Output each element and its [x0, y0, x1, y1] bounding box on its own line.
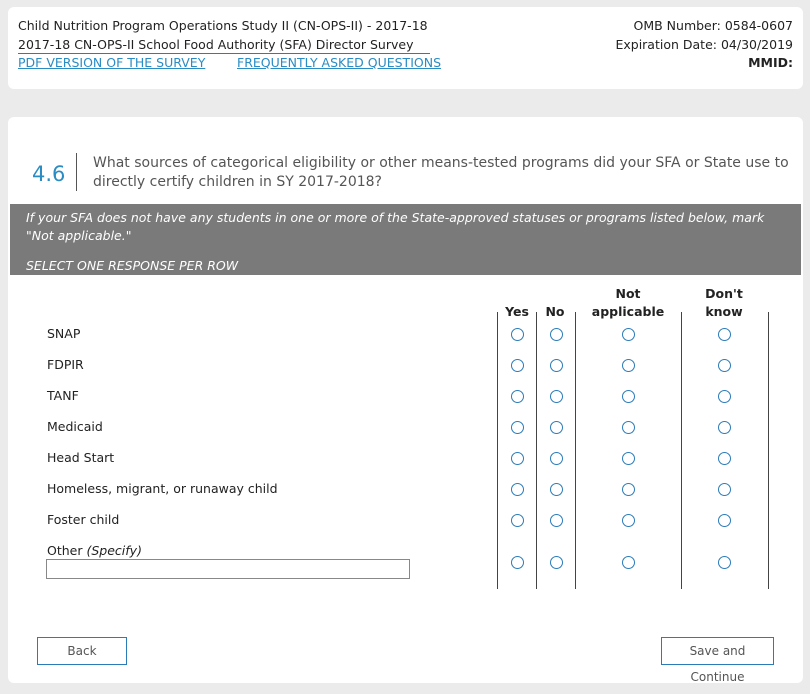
- row-label-head-start: Head Start: [47, 450, 115, 465]
- row-label-tanf: TANF: [47, 388, 79, 403]
- radio-foster-child-no[interactable]: [550, 514, 563, 527]
- radio-other-no[interactable]: [550, 556, 563, 569]
- study-title: Child Nutrition Program Operations Study II (CN-OPS-II) - 2017-18: [18, 18, 428, 33]
- instruction-bar: [10, 204, 801, 275]
- radio-tanf-not-applicable[interactable]: [622, 390, 635, 403]
- row-label-foster-child: Foster child: [47, 512, 120, 527]
- radio-foster-child-yes[interactable]: [511, 514, 524, 527]
- other-label: Other: [47, 543, 83, 558]
- row-label-other: [47, 543, 142, 558]
- radio-snap-yes[interactable]: [511, 328, 524, 341]
- expiration-date: Expiration Date: 04/30/2019: [615, 37, 793, 52]
- radio-medicaid-not-applicable[interactable]: [622, 421, 635, 434]
- survey-header: [8, 7, 803, 89]
- mmid-label: MMID:: [748, 55, 793, 70]
- question-text: What sources of categorical eligibility or other means-tested programs did your SFA or State use to directly certify children in SY 2017-2018?: [93, 155, 789, 190]
- radio-tanf-yes[interactable]: [511, 390, 524, 403]
- select-instruction: SELECT ONE RESPONSE PER ROW: [26, 258, 239, 273]
- column-divider: [536, 312, 537, 589]
- column-divider: [681, 312, 682, 589]
- radio-other-not-applicable[interactable]: [622, 556, 635, 569]
- question-number: 4.6: [32, 162, 66, 186]
- radio-other-yes[interactable]: [511, 556, 524, 569]
- radio-medicaid-no[interactable]: [550, 421, 563, 434]
- question-card: [8, 117, 803, 683]
- radio-tanf-no[interactable]: [550, 390, 563, 403]
- radio-medicaid-dont-know[interactable]: [718, 421, 731, 434]
- col-header-no: No: [545, 304, 565, 319]
- radio-snap-no[interactable]: [550, 328, 563, 341]
- radio-fdpir-no[interactable]: [550, 359, 563, 372]
- question-divider: [76, 153, 77, 191]
- specify-hint: (Specify): [86, 543, 142, 558]
- other-specify-input[interactable]: [46, 559, 410, 579]
- radio-homeless-yes[interactable]: [511, 483, 524, 496]
- radio-foster-child-not-applicable[interactable]: [622, 514, 635, 527]
- radio-tanf-dont-know[interactable]: [718, 390, 731, 403]
- radio-head-start-dont-know[interactable]: [718, 452, 731, 465]
- faq-link[interactable]: FREQUENTLY ASKED QUESTIONS: [237, 55, 442, 70]
- col-header-na-line2: applicable: [591, 304, 665, 319]
- survey-subtitle: 2017-18 CN-OPS-II School Food Authority (SFA) Director Survey: [18, 37, 430, 54]
- row-label-medicaid: Medicaid: [47, 419, 103, 434]
- column-divider: [575, 312, 576, 589]
- omb-number: OMB Number: 0584-0607: [633, 18, 793, 33]
- radio-medicaid-yes[interactable]: [511, 421, 524, 434]
- row-label-snap: SNAP: [47, 326, 81, 341]
- radio-head-start-not-applicable[interactable]: [622, 452, 635, 465]
- radio-fdpir-not-applicable[interactable]: [622, 359, 635, 372]
- column-divider: [497, 312, 498, 589]
- col-header-na-line1: Not: [615, 286, 641, 301]
- column-divider: [768, 312, 769, 589]
- col-header-not-applicable: [578, 285, 678, 321]
- row-label-fdpir: FDPIR: [47, 357, 84, 372]
- col-header-dk-line2: know: [705, 304, 743, 319]
- col-header-dk-line1: Don't: [705, 286, 743, 301]
- radio-head-start-yes[interactable]: [511, 452, 524, 465]
- radio-homeless-dont-know[interactable]: [718, 483, 731, 496]
- pdf-version-link[interactable]: PDF VERSION OF THE SURVEY: [18, 55, 206, 70]
- instruction-text: If your SFA does not have any students in one or more of the State-approved statuses or programs listed below, mark "Not applicable.": [26, 210, 765, 243]
- radio-other-dont-know[interactable]: [718, 556, 731, 569]
- row-label-homeless: Homeless, migrant, or runaway child: [47, 481, 278, 496]
- radio-homeless-not-applicable[interactable]: [622, 483, 635, 496]
- radio-snap-not-applicable[interactable]: [622, 328, 635, 341]
- col-header-dont-know: [684, 285, 764, 321]
- radio-foster-child-dont-know[interactable]: [718, 514, 731, 527]
- back-button[interactable]: Back: [37, 637, 127, 665]
- radio-homeless-no[interactable]: [550, 483, 563, 496]
- radio-head-start-no[interactable]: [550, 452, 563, 465]
- radio-fdpir-yes[interactable]: [511, 359, 524, 372]
- col-header-yes: Yes: [505, 304, 529, 319]
- radio-fdpir-dont-know[interactable]: [718, 359, 731, 372]
- radio-snap-dont-know[interactable]: [718, 328, 731, 341]
- save-and-continue-button[interactable]: Save and Continue: [661, 637, 774, 665]
